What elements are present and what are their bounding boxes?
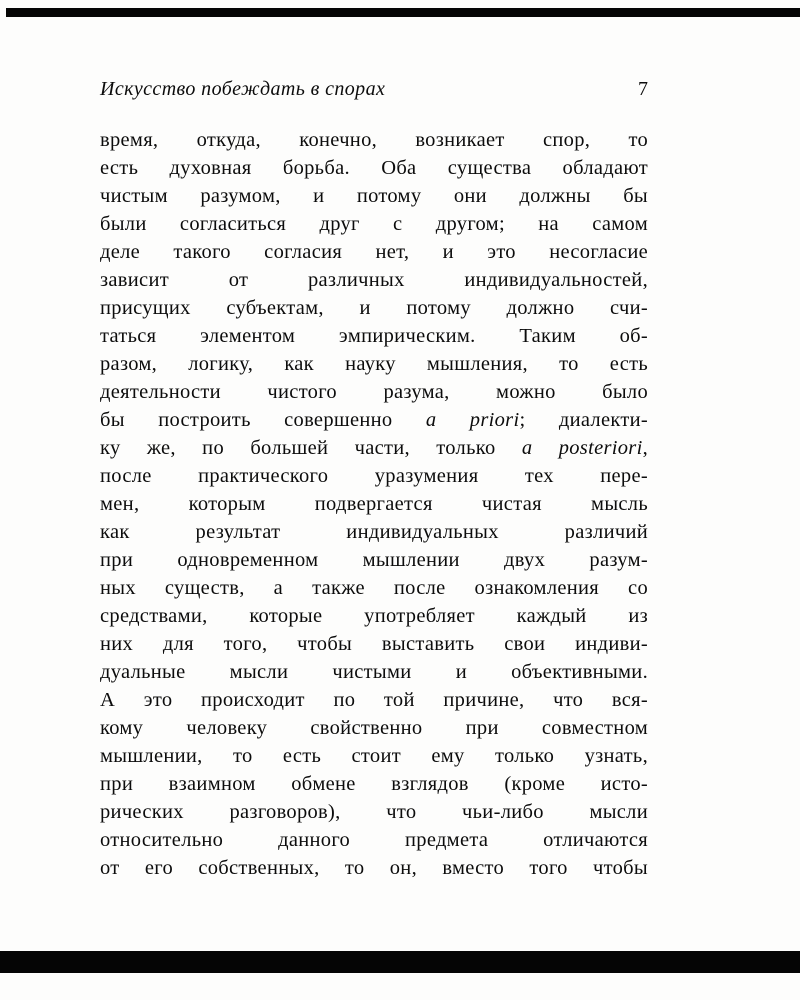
body-line — [100, 714, 648, 742]
body-segment: ; диалекти- — [519, 409, 648, 431]
body-segment-italic: a priori — [425, 409, 520, 431]
body-segment: А это происходит по той причине, что вся- — [100, 689, 648, 711]
body-segment: относительно данного предмета отличаются — [100, 829, 648, 851]
page-header — [100, 78, 648, 101]
body-line — [100, 742, 648, 770]
body-segment: бы построить совершенно — [100, 409, 426, 431]
body-line — [100, 182, 648, 210]
body-line — [100, 658, 648, 686]
body-segment: мен, которым подвергается чистая мысль — [100, 493, 648, 515]
body-line — [100, 518, 648, 546]
body-line — [100, 686, 648, 714]
body-line — [100, 238, 648, 266]
scan-edge-top — [6, 8, 800, 17]
scan-edge-bottom — [0, 951, 800, 973]
body-line — [100, 462, 648, 490]
page-number: 7 — [638, 78, 648, 100]
body-line — [100, 406, 648, 434]
body-segment: после практического уразумения тех пере- — [100, 465, 648, 487]
body-segment: как результат индивидуальных различий — [100, 521, 648, 543]
body-line — [100, 210, 648, 238]
body-line — [100, 322, 648, 350]
running-title: Искусство побеждать в спорах — [100, 78, 386, 100]
body-segment: рических разговоров), что чьи-либо мысли — [100, 801, 648, 823]
body-segment: мышлении, то есть стоит ему только узнать, — [100, 745, 648, 767]
body-line — [100, 826, 648, 854]
body-segment: присущих субъектам, и потому должно счи- — [100, 297, 648, 319]
body-line — [100, 126, 648, 154]
body-line — [100, 798, 648, 826]
body-segment: зависит от различных индивидуальностей, — [100, 269, 648, 291]
body-segment: таться элементом эмпирическим. Таким об- — [100, 325, 648, 347]
body-line — [100, 378, 648, 406]
body-line — [100, 294, 648, 322]
body-line — [100, 574, 648, 602]
body-segment: средствами, которые употребляет каждый из — [100, 605, 648, 627]
body-segment: деле такого согласия нет, и это несогласие — [100, 241, 648, 263]
body-line — [100, 490, 648, 518]
body-segment: есть духовная борьба. Оба существа обладают — [100, 157, 648, 179]
body-segment: от его собственных, то он, вместо того чтобы — [100, 857, 648, 879]
body-text — [100, 126, 648, 882]
body-segment: ных существ, а также после ознакомления со — [100, 577, 648, 599]
body-segment: при одновременном мышлении двух разум- — [100, 549, 648, 571]
body-line — [100, 350, 648, 378]
body-segment: время, откуда, конечно, возникает спор, то — [100, 129, 648, 151]
body-line — [100, 266, 648, 294]
body-line — [100, 546, 648, 574]
body-segment-italic: a posteriori — [521, 437, 643, 459]
body-segment: , — [642, 437, 649, 459]
body-segment: ку же, по большей части, только — [100, 437, 522, 459]
body-line — [100, 154, 648, 182]
body-segment: были согласиться друг с другом; на самом — [100, 213, 648, 235]
body-segment: чистым разумом, и потому они должны бы — [100, 185, 648, 207]
body-line — [100, 630, 648, 658]
body-line — [100, 854, 648, 882]
body-line — [100, 434, 648, 462]
body-segment: при взаимном обмене взглядов (кроме исто- — [100, 773, 648, 795]
body-segment: них для того, чтобы выставить свои индиви- — [100, 633, 648, 655]
body-segment: кому человеку свойственно при совместном — [100, 717, 648, 739]
body-segment: разом, логику, как науку мышления, то есть — [100, 353, 648, 375]
body-line — [100, 602, 648, 630]
body-segment: деятельности чистого разума, можно было — [100, 381, 648, 403]
body-line — [100, 770, 648, 798]
body-segment: дуальные мысли чистыми и объективными. — [100, 661, 648, 683]
